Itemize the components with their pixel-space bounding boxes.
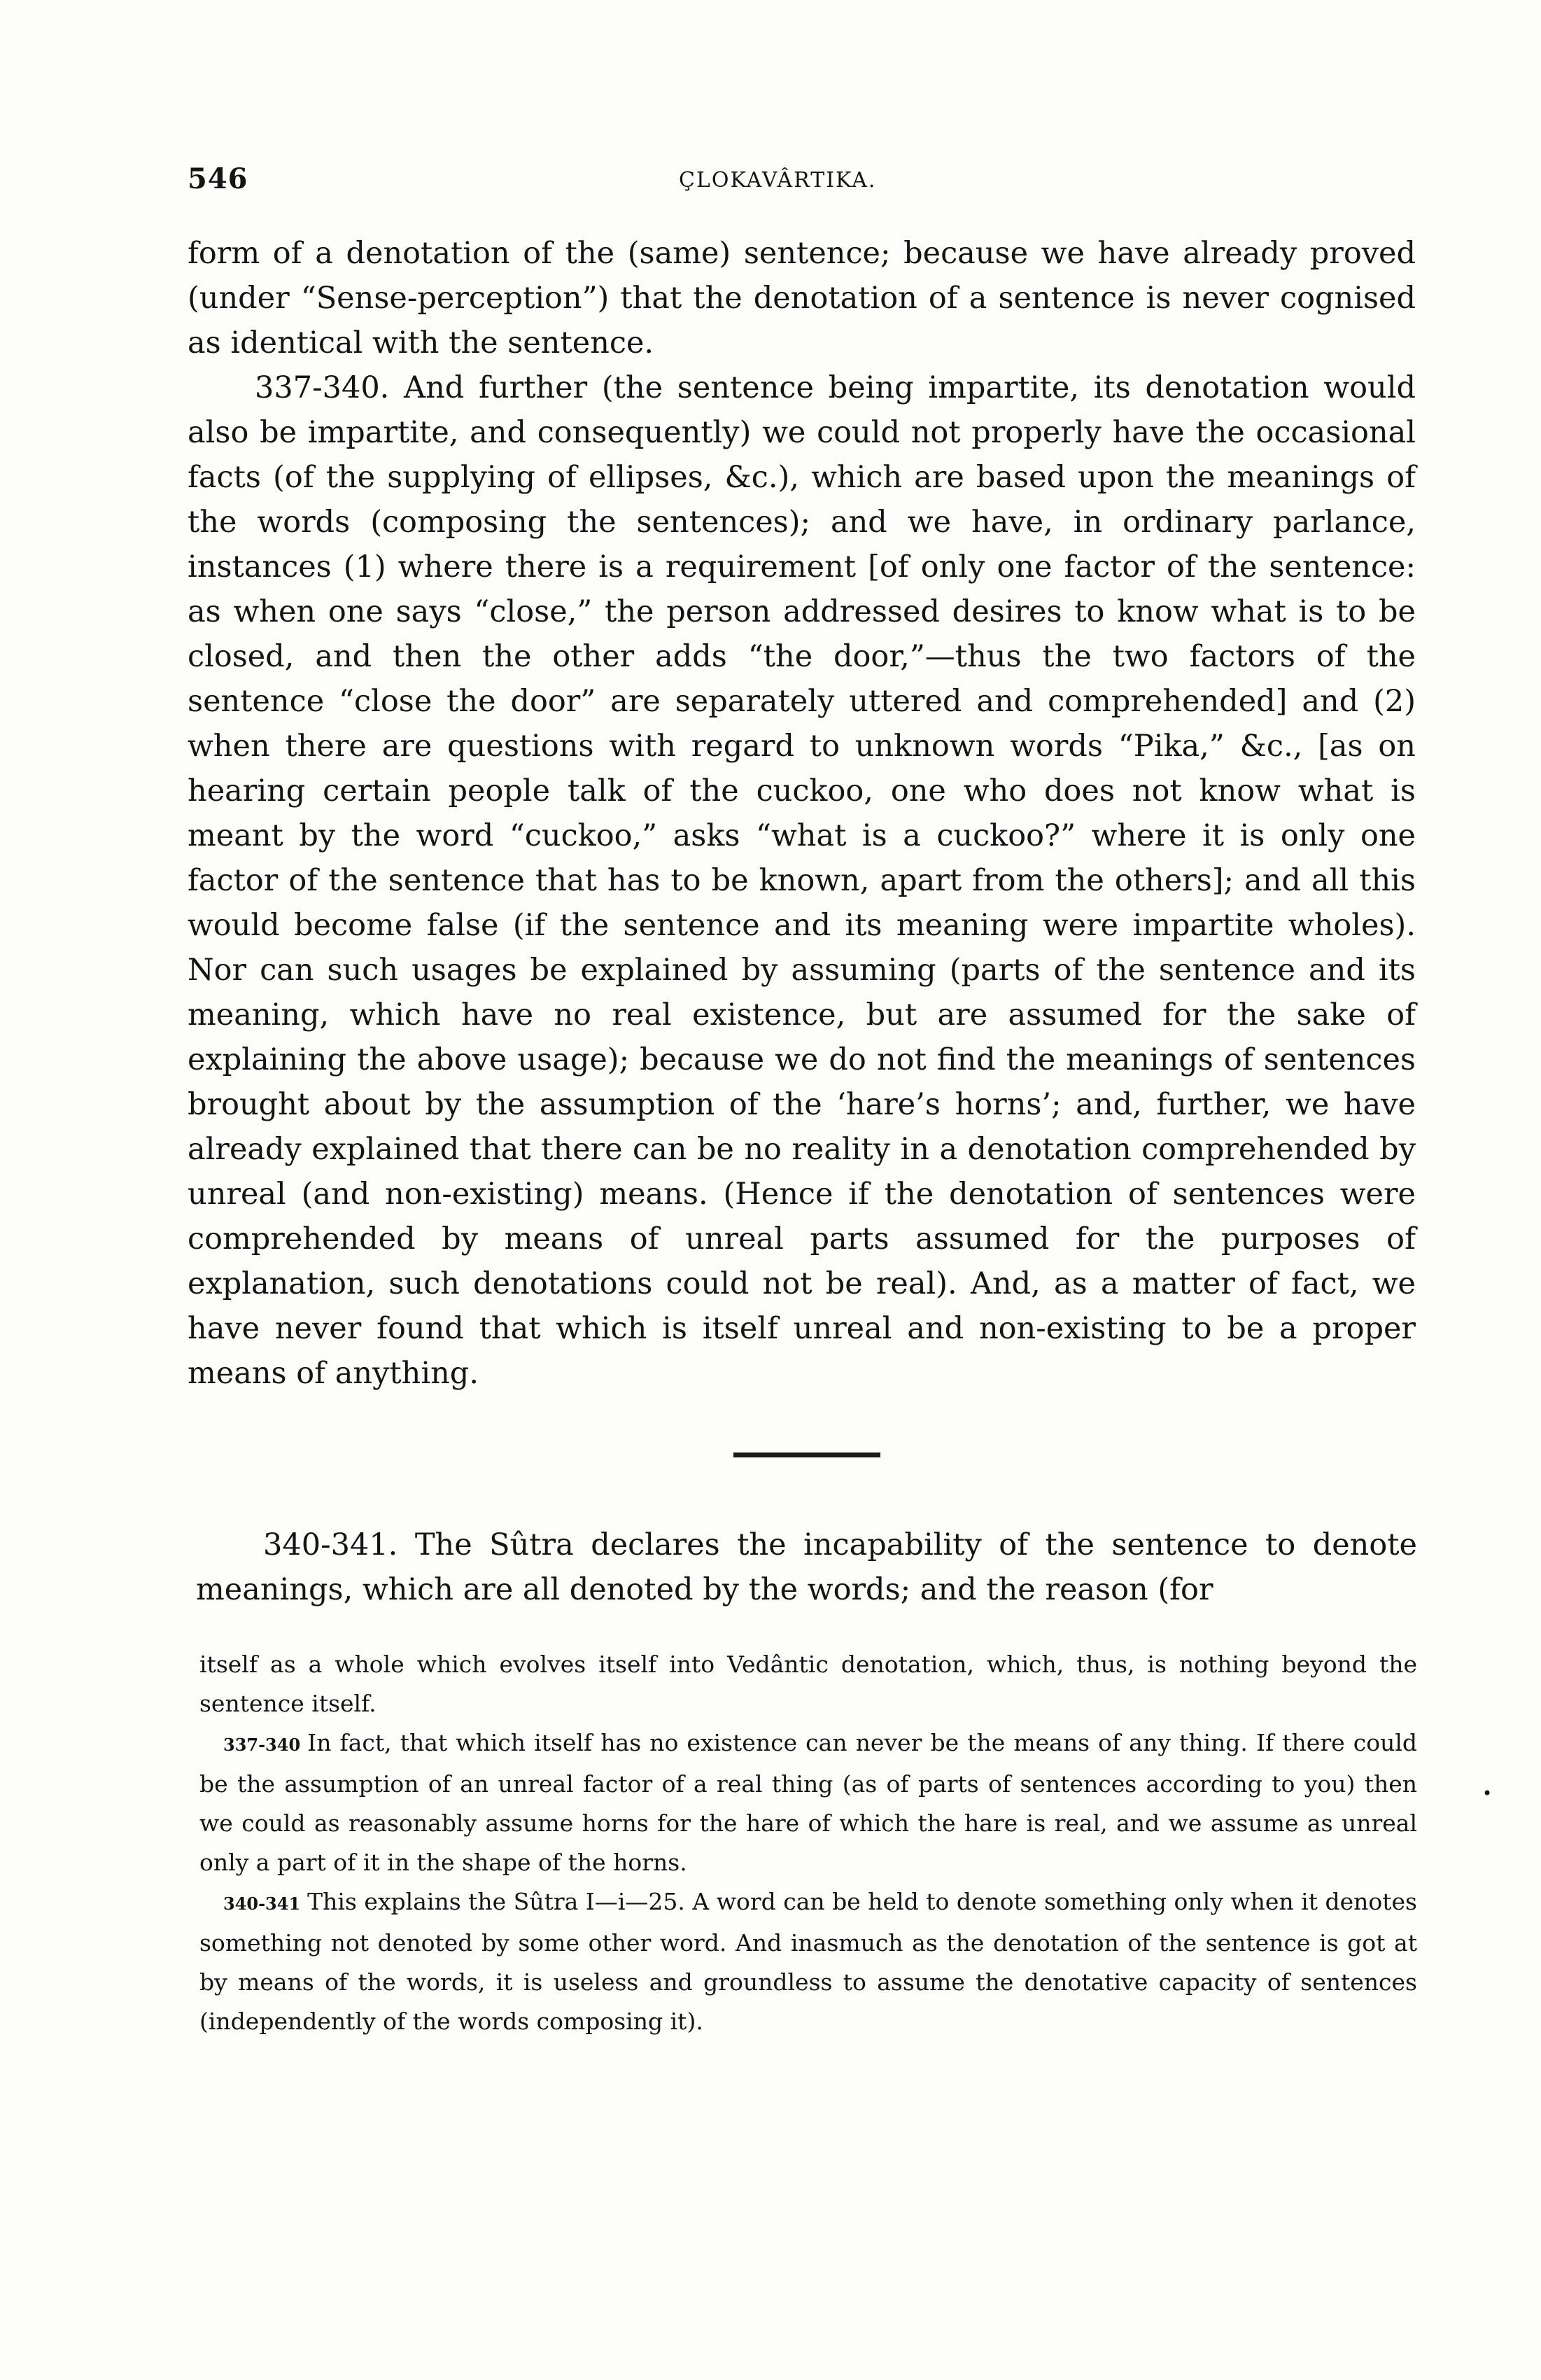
footnote-continuation: itself as a whole which evolves itself into Vedântic denotation, which, thus, is nothing beyond the sentence itself.	[199, 1651, 1417, 1717]
stray-ink-mark: •	[1482, 1784, 1493, 1803]
footnotes-block	[199, 1645, 1417, 2041]
footnote-text: In fact, that which itself has no existence can never be the means of any thing. If there could be the assumption of an unreal factor of a real thing (as of parts of sentences according to you) then we could as reasonably assume horns for the hare of which the hare is real, and we assume as unreal only a part of it in the shape of the horns.	[199, 1729, 1417, 1876]
page-number: 546	[188, 162, 248, 195]
body-paragraph-337-340: 337-340. And further (the sentence being impartite, its denotation would also be impartite, and consequently) we could not properly have the occasional facts (of the supplying of ellipses, &c.), which are based upon the meanings of the words (composing the sentences); and we have, in ordinary parlance, instances (1) where there is a requirement [of only one factor of the sentence: as when one says “close,” the person addressed desires to know what is to be closed, and then the other adds “the door,”—thus the two factors of the sentence “close the door” are separately uttered and comprehended] and (2) when there are questions with regard to unknown words “Pika,” &c., [as on hearing certain people talk of the cuckoo, one who does not know what is meant by the word “cuckoo,” asks “what is a cuckoo?” where it is only one factor of the sentence that has to be known, apart from the others]; and all this would become false (if the sentence and its meaning were impartite wholes). Nor can such usages be explained by assuming (parts of the sentence and its meaning, which have no real existence, but are assumed for the sake of explaining the above usage); because we do not find the meanings of sentences brought about by the assumption of the ‘hare’s horns’; and, further, we have already explained that there can be no reality in a denotation comprehended by unreal (and non-existing) means. (Hence if the denotation of sentences were comprehended by means of unreal parts assumed for the purposes of explanation, such denotations could not be real). And, as a matter of fact, we have never found that which is itself unreal and non-existing to be a proper means of anything.	[188, 370, 1416, 1391]
body-paragraph-340-341: 340-341. The Sûtra declares the incapability of the sentence to denote meanings, which are all denoted by the words; and the reason (for	[196, 1527, 1417, 1607]
footnote-337-340	[199, 1723, 1417, 1882]
section-340-341	[196, 1522, 1417, 1612]
body-paragraph-continuation: form of a denotation of the (same) sentence; because we have already proved (under “Sense-perception”) that the denotation of a sentence is never cognised as identical with the sentence.	[188, 236, 1416, 360]
footnote-number: 337-340	[223, 1735, 301, 1755]
footnote-text: This explains the Sûtra I—i—25. A word can be held to denote something only when it denotes something not denoted by some other word. And inasmuch as the denotation of the sentence is got at by means of the words, it is useless and groundless to assume the denotative capacity of sentences (independently of the words composing it).	[199, 1888, 1417, 2035]
main-text-block	[188, 231, 1416, 1396]
running-title: ÇLOKAVÂRTIKA.	[679, 168, 877, 192]
footnote-number: 340-341	[223, 1893, 301, 1914]
section-divider-rule	[733, 1452, 880, 1457]
footnote-340-341	[199, 1882, 1417, 2041]
